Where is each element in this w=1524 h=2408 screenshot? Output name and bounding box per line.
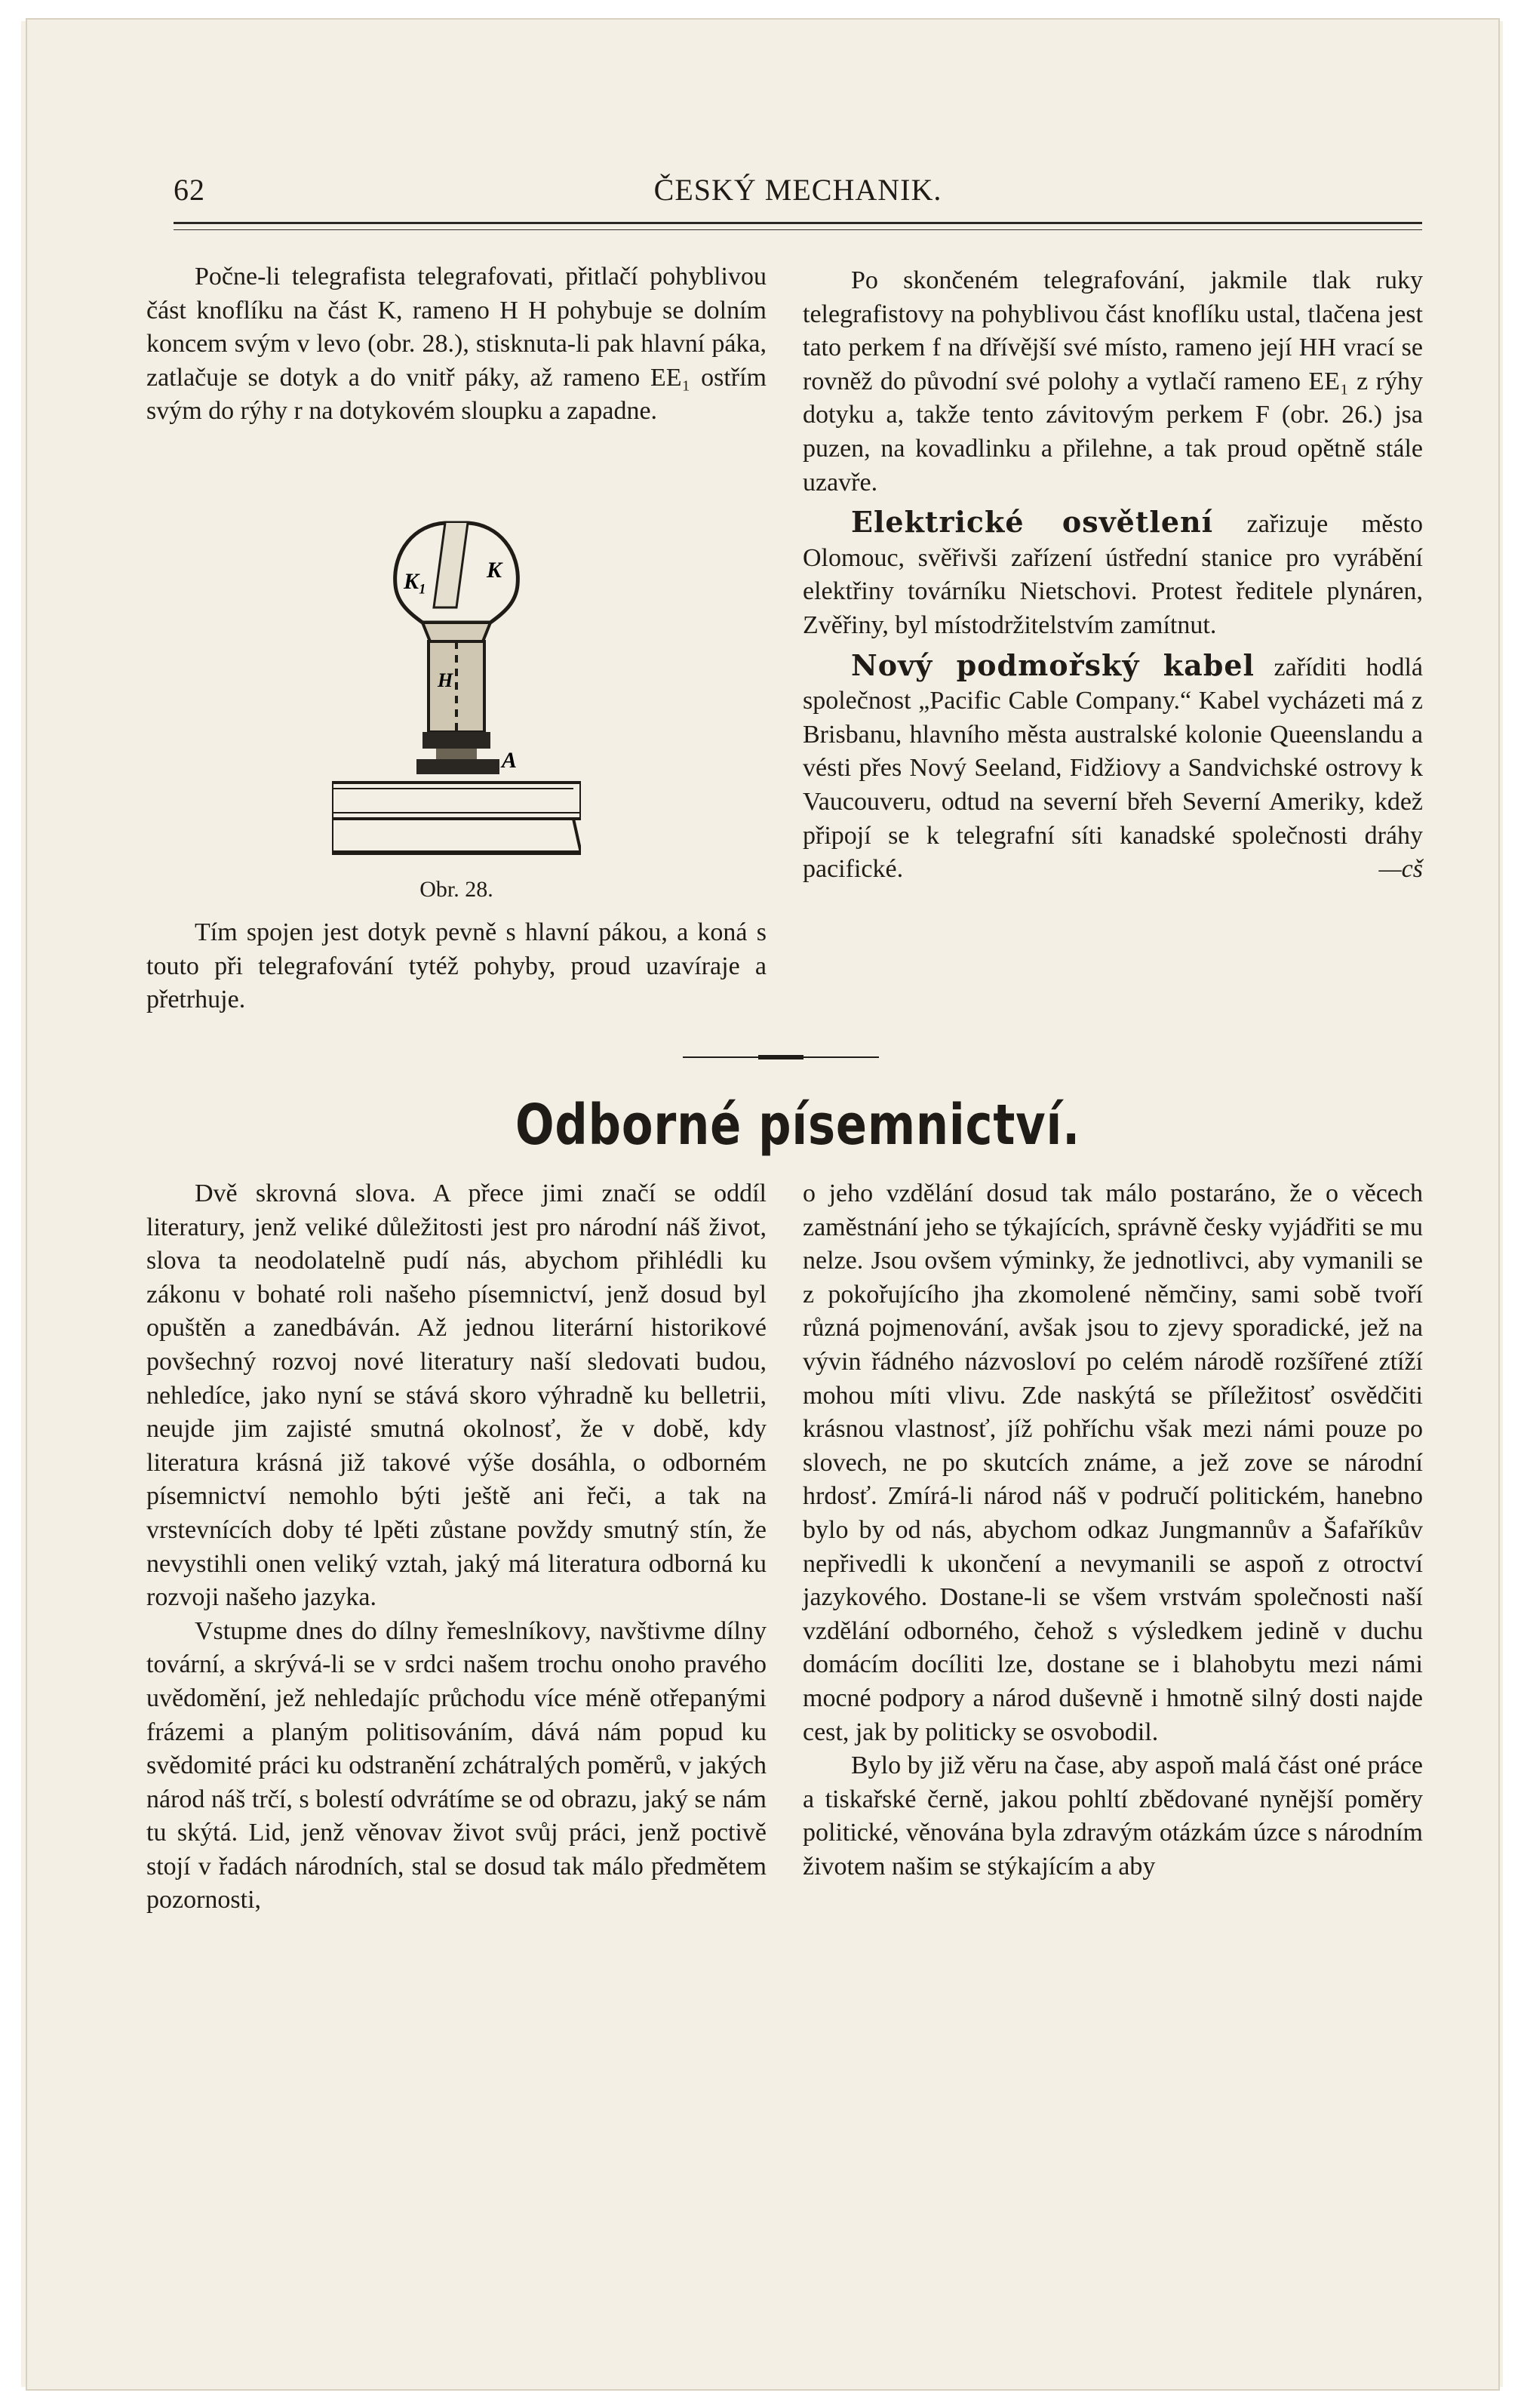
left-top-column <box>146 260 767 429</box>
news-electric-lighting-lead: Elektrické osvětlení <box>851 505 1214 540</box>
right-bottom-column <box>803 1177 1423 1884</box>
section-heading: Odborné písemnictví. <box>515 1093 1081 1158</box>
news-submarine-cable <box>803 649 1423 887</box>
literature-paragraph-2: Vstupme dnes do dílny řemeslníkovy, navštivme dílny tovární, a skrývá-li se v srdci našem trochu onoho pravého uvědomění, jež nehledajíc průchodu více méně otřepanými frázemi a planým politisováním, dává nám popud ku svědomité práci ku odstranění zchátralých poměrů, v jakých národ náš trčí, s bolestí odvrátíme se od obrazu, jaký se nám tu skýtá. Lid, jenž věnovav život svůj práci, jenž poctivě stojí v řadách národních, stal se dosud tak málo předmětem pozornosti, <box>146 1616 767 1914</box>
journal-title: ČESKÝ MECHANIK. <box>653 173 942 207</box>
telegraph-paragraph-1: Počne-li telegrafista telegrafovati, přitlačí pohyblivou část knoflíku na část K, rameno H H pohybuje se dolním koncem svým v levo (obr. 28.), stisknuta-li pak hlavní páka, zatlačuje se dotyk a do vnitř páky, až rameno EE₁ ostřím svým do rýhy r na dotykovém sloupku a zapadne. <box>146 263 767 426</box>
label-h: H <box>438 669 453 691</box>
signature: —cš <box>1378 855 1423 884</box>
header-rule-thin <box>174 229 1422 230</box>
right-top-column <box>803 264 1423 887</box>
left-bottom-column <box>146 1177 767 1917</box>
label-k: K <box>487 558 502 583</box>
header-rule <box>174 222 1422 224</box>
news-submarine-cable-lead: Nový podmořský kabel <box>851 647 1255 682</box>
telegraph-key-figure <box>332 517 581 872</box>
figure-caption: Obr. 28. <box>419 877 493 902</box>
news-submarine-cable-text: zaříditi hodlá společnost „Pacific Cable Company.“ Kabel vycházeti má z Brisbanu, hlavního města australské kolonie Queenslandu a vésti přes Nový Seeland, Fidžiovy a Sandvichské ostrovy k Vaucouveru, odtud na severní břeh Severní Ameriky, kdež připojí se k telegrafní síti kanadské společnosti dráhy pacifické. <box>803 653 1423 884</box>
label-a: A <box>502 748 518 773</box>
left-top-column-continued <box>146 916 767 1017</box>
page-number: 62 <box>174 173 205 207</box>
telegraph-key-drawing <box>332 517 581 872</box>
news-electric-lighting-text: zařizuje město Olomouc, svěřivši zařízení ústřední stanice pro vyrábění elektřiny továrníku Nietschovi. Protest ředitele plynáren, Zvěřiny, byl místodržitelstvím zamítnut. <box>803 510 1423 639</box>
news-electric-lighting <box>803 506 1423 642</box>
label-k1: K₁ <box>404 569 427 594</box>
section-divider <box>683 1055 879 1059</box>
telegraph-paragraph-2: Tím spojen jest dotyk pevně s hlavní pákou, a koná s touto při telegrafování tytéž pohyby, proud uzavíraje a přetrhuje. <box>146 918 767 1014</box>
literature-paragraph-4: Bylo by již věru na čase, aby aspoň malá část oné práce a tiskařské černě, jakou pohltí zbědované nynější poměry politické, věnována byla zdravým otázkám úzce s národním životem našim se stýkajícím a aby <box>803 1751 1423 1881</box>
literature-paragraph-1: Dvě skrovná slova. A přece jimi značí se oddíl literatury, jenž veliké důležitosti jest pro národní náš život, slova ta neodolatelně pudí nás, abychom přihlédli ku zákonu v bohaté roli našeho písemnictví, jenž dosud byl opuštěn a zanedbáván. Až jednou literární historikové povšechný rozvoj nové literatury naší sledovati budou, nehledíce, jako nyní se stává skoro výhradně ku belletrii, neujde jim zajisté smutná okolnosť, že v době, kdy literatura krásná již takové výše dosáhla, o odborném písemnictví nemohlo býti ještě ani řeči, a tak na vrstevnících doby té lpěti zůstane povždy smutný stín, že nevystihli onen veliký vztah, jaký má literatura odborná ku rozvoji našeho jazyka. <box>146 1179 767 1612</box>
telegraph-paragraph-3: Po skončeném telegrafování, jakmile tlak ruky telegrafistovy na pohyblivou část knoflíku ustal, tlačena jest tato perkem f na dřívější své místo, rameno její HH vrací se rovněž do původní své polohy a vytlačí rameno EE₁ z rýhy dotyku a, takže tento závitovým perkem F (obr. 26.) jsa puzen, na kovadlinku a přilehne, a tak proud opětně stále uzavře. <box>803 266 1423 497</box>
running-head <box>174 172 1422 217</box>
literature-paragraph-3: o jeho vzdělání dosud tak málo postaráno, že o věcech zaměstnání jeho se týkajících, správně česky vyjádřiti se mu nelze. Jsou ovšem výminky, že jednotlivci, aby vymanili se z pokořujícího jha zkomolené němčiny, sami sobě tvoří různá pojmenování, avšak jsou to zjevy sporadické, jež na vývin řádného názvosloví po celém národě rozšířené ztíží mohou míti vlivu. Zde naskýtá se příležitosť osvědčiti krásnou vlastnosť, jíž pohříchu však mezi námi pouze po slovech, ne po skutcích známe, a jež zove se národní hrdosť. Zmírá-li národ náš v područí politickém, hanebno bylo by od nás, abychom odkaz Jungmannův a Šafaříkův nepřivedli k ukončení a nevymanili se aspoň z otroctví jazykového. Dostane-li se všem vrstvám společnosti naší vzdělání odborného, čehož s výsledkem jedině v duchu domácím docíliti lze, dostane se i blahobytu mezi námi mocné podpory a národ duševně i hmotně silný dosti najde cest, jak by politicky se osvobodil. <box>803 1179 1423 1746</box>
